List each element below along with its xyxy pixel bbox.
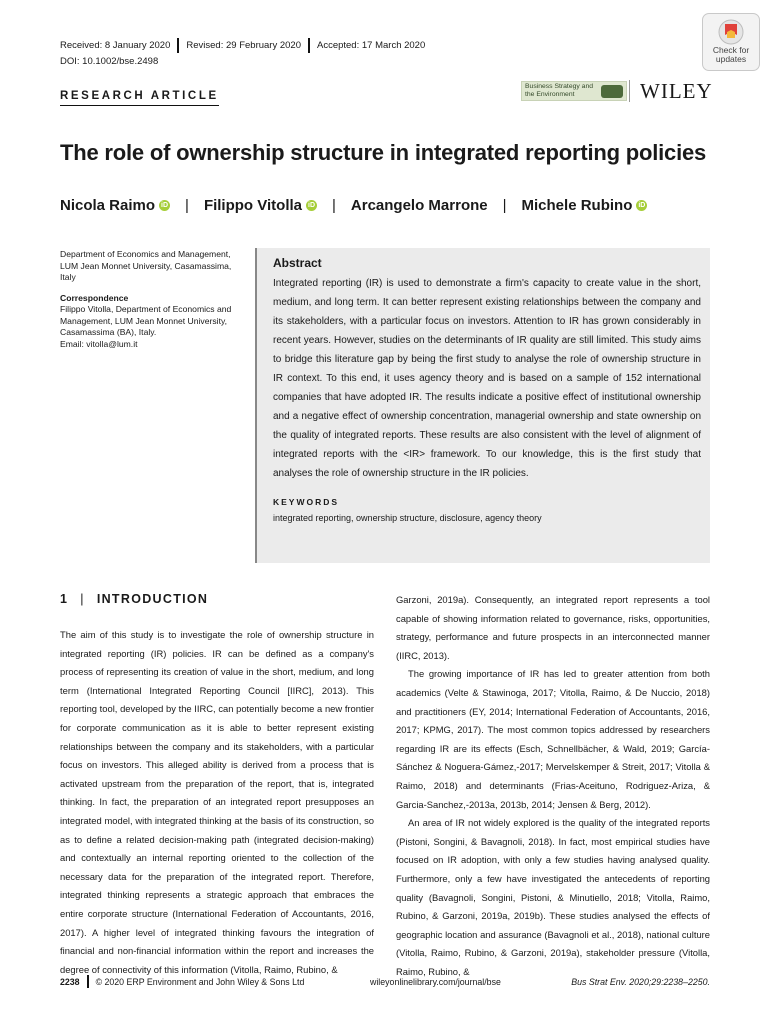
divider: |	[502, 197, 507, 214]
author-name[interactable]: Michele Rubino	[521, 197, 633, 214]
section-heading	[60, 592, 208, 606]
citation: Bus Strat Env. 2020;29:2238–2250.	[571, 976, 710, 987]
copyright: © 2020 ERP Environment and John Wiley & Sons Ltd	[95, 976, 305, 987]
orcid-icon[interactable]: iD	[638, 202, 646, 209]
received-date: Received: 8 January 2020	[60, 40, 171, 51]
journal-logo-text: Business Strategy and the Environment	[525, 83, 594, 98]
body-column-right	[396, 591, 710, 981]
publisher-logo[interactable]: WILEY	[640, 79, 713, 103]
journal-url[interactable]: wileyonlinelibrary.com/journal/bse	[370, 976, 501, 987]
abstract-box	[255, 248, 710, 563]
author-name[interactable]: Nicola Raimo	[60, 197, 156, 214]
divider: |	[332, 197, 336, 214]
check-for-updates-button[interactable]	[702, 13, 760, 71]
abstract-heading: Abstract	[273, 256, 322, 270]
author-name[interactable]: Filippo Vitolla	[203, 197, 302, 214]
orcid-icon[interactable]: iD	[161, 202, 169, 209]
affiliation-text: Department of Economics and Management, LUM Jean Monnet University, Casamassima, Italy	[60, 249, 232, 282]
keywords-list: integrated reporting, ownership structure, disclosure, agency theory	[273, 513, 542, 523]
divider	[308, 38, 310, 53]
crossmark-icon	[718, 19, 744, 45]
abstract-text: Integrated reporting (IR) is used to demonstrate a firm's capacity to create value in the short, medium, and long term. It can better represent existing relationships between the company and its stakeholders, with a particular focus on investors. Attention to IR has grown considerably in recent years. However, studies on the determinants of IR quality are still limited. This study aims to bridge this literature gap by being the first study to analyse the role of ownership structure in IR context. To this end, it uses agency theory and is based on a sample of 152 international companies that have adopted IR. The results indicate a positive effect of institutional ownership and a negative effect of ownership concentration, managerial ownership and state ownership on the quality of integrated reports. These results are also consistent with the level of alignment of integrated reports with the <IR> framework. To our knowledge, this is the first study that analyses the role of ownership structure in the IR policies.	[273, 278, 701, 479]
section-number: 1	[60, 592, 69, 606]
author-name[interactable]: Arcangelo Marrone	[350, 197, 488, 214]
revised-date: Revised: 29 February 2020	[186, 40, 301, 51]
divider: |	[80, 592, 85, 606]
keywords-heading: KEYWORDS	[273, 497, 340, 507]
page-footer	[60, 975, 710, 988]
divider	[177, 38, 179, 53]
journal-logo[interactable]	[521, 81, 627, 101]
divider: |	[185, 197, 189, 214]
check-updates-label: Check for updates	[712, 45, 750, 64]
correspondence-heading: Correspondence	[60, 292, 129, 303]
body-column-left	[60, 626, 374, 979]
author-list	[60, 197, 647, 214]
correspondence-email[interactable]: Email: vitolla@lum.it	[60, 338, 138, 349]
article-history	[60, 38, 425, 53]
doi[interactable]: DOI: 10.1002/bse.2498	[60, 56, 159, 67]
divider	[629, 80, 630, 102]
article-title: The role of ownership structure in integrated reporting policies	[60, 140, 707, 165]
paragraph: The growing importance of IR has led to greater attention from both academics (Velte & Stawinoga, 2017; Vitolla, Raimo, & De Nuccio, 2018) and practitioners (EY, 2014; International Federation of Accountants, 2016, 2017; KPMG, 2017). The most common topics addressed by researchers regarding IR are its effects (Esch, Schnellbächer, & Wald, 2019; García-Sánchez & Noguera-Gámez,-2017; Mervelskemper & Streit, 2017; Vitolla & Raimo, 2018) and determinants (Frias-Aceituno, Rodriguez-Ariza, & Garcia-Sanchez,-2013a, 2013b, 2014; Jensen & Berg, 2012).	[396, 668, 710, 810]
paragraph: The aim of this study is to investigate the role of ownership structure in integrated reporting (IR) policies. IR can be defined as a company's process of representing its creation of value in the short, medium, and long term (International Integrated Reporting Council [IIRC], 2013). This reporting tool, developed by the IIRC, can potentially become a new frontier for corporate communication as it is able to better represent existing relationships between the company and its stakeholders, with a particular focus on investors. This alleged ability is derived from a process that is activated upstream from the preparation of the report, that is, integrated thinking. In fact, the preparation of an integrated report presupposes an integrated model, with integrated thinking at the basis of its construction, so as to define a related decision-making path (integrated decision-making) and contextually an internal reporting oriented to the collection of the necessary data for the preparation of the integrated report. Therefore, integrated thinking represents a strategic approach that embraces the entire corporate structure (International Federation of Accountants, 2016, 2017). A higher level of integrated thinking favours the integration of financial and non-financial information within the report and increases the degree of connectivity of this information (Vitolla, Raimo, Rubino, &	[60, 629, 374, 975]
correspondence-text: Filippo Vitolla, Department of Economics and Management, LUM Jean Monnet University, Casamassima (BA), Italy.	[60, 304, 232, 337]
page-number: 2238	[60, 976, 80, 987]
section-title: INTRODUCTION	[96, 592, 209, 606]
affiliation-block	[60, 249, 246, 350]
paragraph: Garzoni, 2019a). Consequently, an integrated report represents a tool capable of showing information related to governance, risks, opportunities, strategy, performance and future prospects in an interconnected manner (IIRC, 2013).	[396, 594, 710, 661]
orcid-icon[interactable]: iD	[308, 202, 315, 209]
paragraph: An area of IR not widely explored is the quality of the integrated reports (Pistoni, Songini, & Bavagnoli, 2018). In fact, most empirical studies have focused on IR adoption, with only a few studies having analysed quality. Furthermore, only a few have investigated the antecedents of reporting quality (Bavagnoli, Songini, Pistoni, & Minutiello, 2018; Vitolla, Raimo, Rubino, & Garzoni, 2019a, 2019b). These studies analysed the effects of geographic location and assurance (Bavagnoli et al., 2018), national culture (Vitolla, Raimo, Rubino, & Garzoni, 2019a), stakeholder pressure (Vitolla, Raimo, Rubino, &	[396, 817, 710, 977]
article-type: RESEARCH ARTICLE	[60, 90, 219, 106]
accepted-date: Accepted: 17 March 2020	[316, 40, 426, 51]
divider	[87, 975, 89, 988]
journal-emblem-icon	[601, 85, 623, 98]
